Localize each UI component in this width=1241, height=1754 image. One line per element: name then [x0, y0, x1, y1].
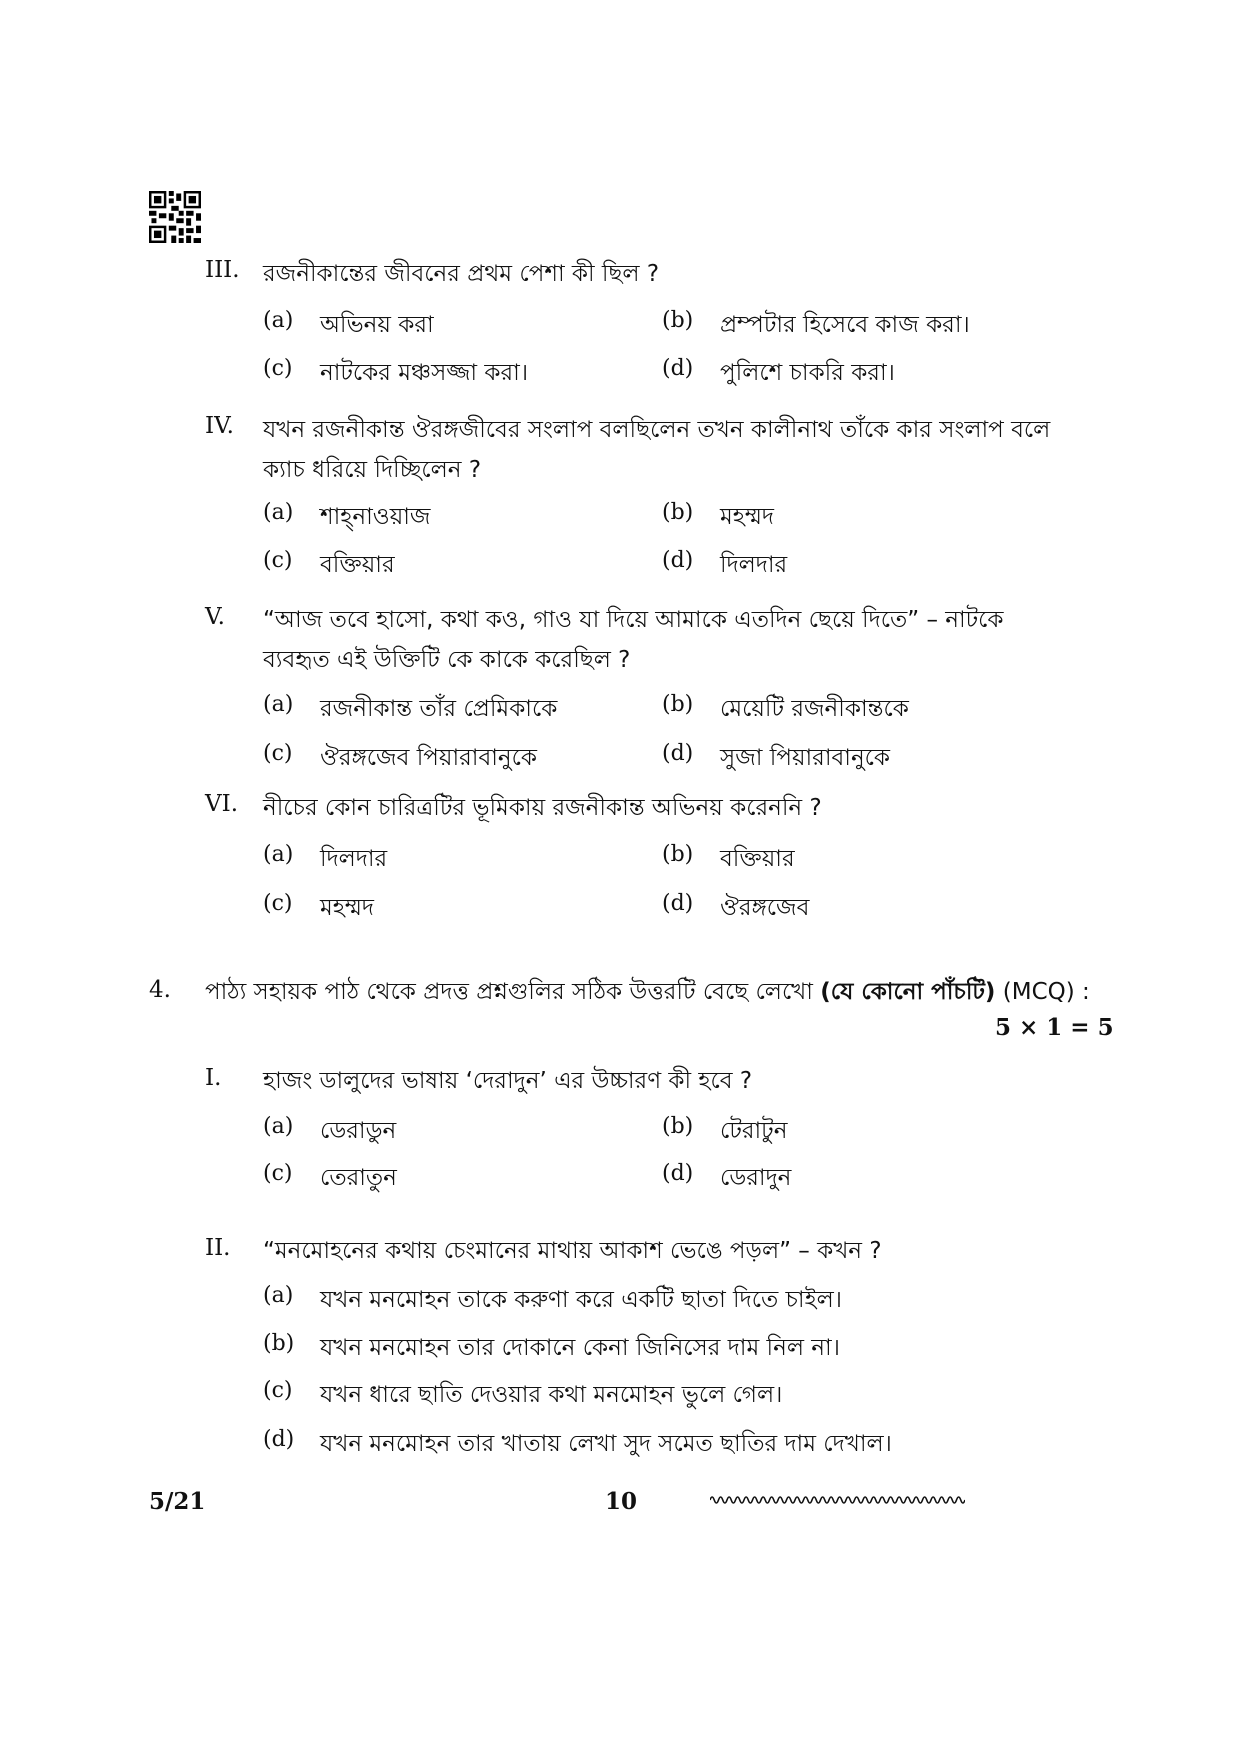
option-text: অভিনয় করা [320, 312, 434, 338]
option-label: (d) [662, 891, 694, 916]
option-text: দিলদার [320, 846, 388, 872]
option-label: (d) [662, 741, 694, 766]
option-label: (d) [263, 1427, 295, 1452]
question-stem: রজনীকান্তের জীবনের প্রথম পেশা কী ছিল ? [263, 261, 660, 287]
section-instruction [205, 973, 1090, 1012]
option-label: (c) [263, 1161, 293, 1186]
option-label: (b) [662, 1114, 694, 1139]
option-text: যখন মনমোহন তাকে করুণা করে একটি ছাতা দিতে চাইল। [320, 1287, 842, 1313]
question-numeral: IV. [205, 413, 234, 439]
option-label: (a) [263, 500, 294, 525]
question-stem: নীচের কোন চারিত্রটির ভূমিকায় রজনীকান্ত অভিনয় করেননি ? [263, 795, 822, 821]
option-label: (b) [662, 308, 694, 333]
option-text: প্রম্পটার হিসেবে কাজ করা। [720, 312, 970, 338]
question-stem-line2: ব্যবহৃত এই উক্তিটি কে কাকে করেছিল ? [263, 647, 631, 673]
qr-code-icon [149, 191, 201, 243]
option-text: মহম্মদ [720, 504, 775, 530]
question-stem: “মনমোহনের কথায় চেংমানের মাথায় আকাশ ভেঙে পড়ল” – কখন ? [263, 1238, 882, 1264]
option-label: (d) [662, 548, 694, 573]
page-number: 10 [605, 1488, 638, 1515]
option-text: ঔরঙ্গজেব [720, 895, 810, 921]
question-numeral: III. [205, 257, 240, 283]
squiggle-line-icon [710, 1493, 965, 1507]
option-label: (b) [662, 842, 694, 867]
question-numeral: II. [205, 1235, 231, 1261]
question-numeral: V. [205, 604, 225, 630]
instruction-text: পাঠ্য সহায়ক পাঠ থেকে প্রদত্ত প্রশ্নগুলির সঠিক উত্তরটি বেছে লেখো [205, 979, 821, 1005]
question-numeral: VI. [205, 791, 239, 817]
option-text: মহম্মদ [320, 895, 375, 921]
question-stem: “আজ তবে হাসো, কথা কও, গাও যা দিয়ে আমাকে এতদিন ছেয়ে দিতে” – নাটকে [263, 607, 1004, 633]
option-label: (d) [662, 1161, 694, 1186]
option-label: (a) [263, 842, 294, 867]
option-text: বক্তিয়ার [720, 846, 795, 872]
option-label: (a) [263, 1283, 294, 1308]
option-label: (d) [662, 356, 694, 381]
option-label: (c) [263, 741, 293, 766]
instruction-text-end: (MCQ) : [995, 979, 1090, 1005]
option-label: (a) [263, 692, 294, 717]
option-text: টেরাটুন [720, 1118, 788, 1144]
option-text: তেরাতুন [320, 1165, 397, 1191]
option-label: (c) [263, 891, 293, 916]
option-text: নাটকের মঞ্চসজ্জা করা। [320, 360, 529, 386]
section-marks: 5 × 1 = 5 [995, 1014, 1114, 1041]
option-text: ঔরঙ্গজেব পিয়ারাবানুকে [320, 745, 537, 771]
option-text: পুলিশে চাকরি করা। [720, 360, 895, 386]
question-numeral: I. [205, 1065, 222, 1091]
option-text: যখন মনমোহন তার দোকানে কেনা জিনিসের দাম নিল না। [320, 1335, 840, 1361]
option-label: (c) [263, 548, 293, 573]
option-label: (b) [662, 692, 694, 717]
option-text: শাহ্‌নাওয়াজ [320, 504, 431, 530]
option-text: ডেরাদুন [720, 1165, 792, 1191]
option-text: যখন মনমোহন তার খাতায় লেখা সুদ সমেত ছাতির দাম দেখাল। [320, 1431, 892, 1457]
option-label: (a) [263, 308, 294, 333]
option-text: রজনীকান্ত তাঁর প্রেমিকাকে [320, 696, 558, 722]
question-stem: হাজং ডালুদের ভাষায় ‘দেরাদুন’ এর উচ্চারণ কী হবে ? [263, 1068, 753, 1094]
option-label: (a) [263, 1114, 294, 1139]
instruction-bold: (যে কোনো পাঁচটি) [820, 979, 996, 1005]
option-text: বক্তিয়ার [320, 552, 395, 578]
question-stem-line2: ক্যাচ ধরিয়ে দিচ্ছিলেন ? [263, 457, 482, 483]
option-text: ডেরাডুন [320, 1118, 397, 1144]
option-text: দিলদার [720, 552, 788, 578]
option-text: সুজা পিয়ারাবানুকে [720, 745, 891, 771]
option-label: (b) [263, 1331, 295, 1356]
option-label: (c) [263, 356, 293, 381]
section-number: 4. [149, 977, 171, 1003]
option-label: (b) [662, 500, 694, 525]
question-stem: যখন রজনীকান্ত ঔরঙ্গজীবের সংলাপ বলছিলেন তখন কালীনাথ তাঁকে কার সংলাপ বলে [263, 417, 1051, 443]
option-label: (c) [263, 1378, 293, 1403]
option-text: মেয়েটি রজনীকান্তকে [720, 696, 909, 722]
paper-code: 5/21 [149, 1488, 206, 1515]
option-text: যখন ধারে ছাতি দেওয়ার কথা মনমোহন ভুলে গেল। [320, 1382, 783, 1408]
